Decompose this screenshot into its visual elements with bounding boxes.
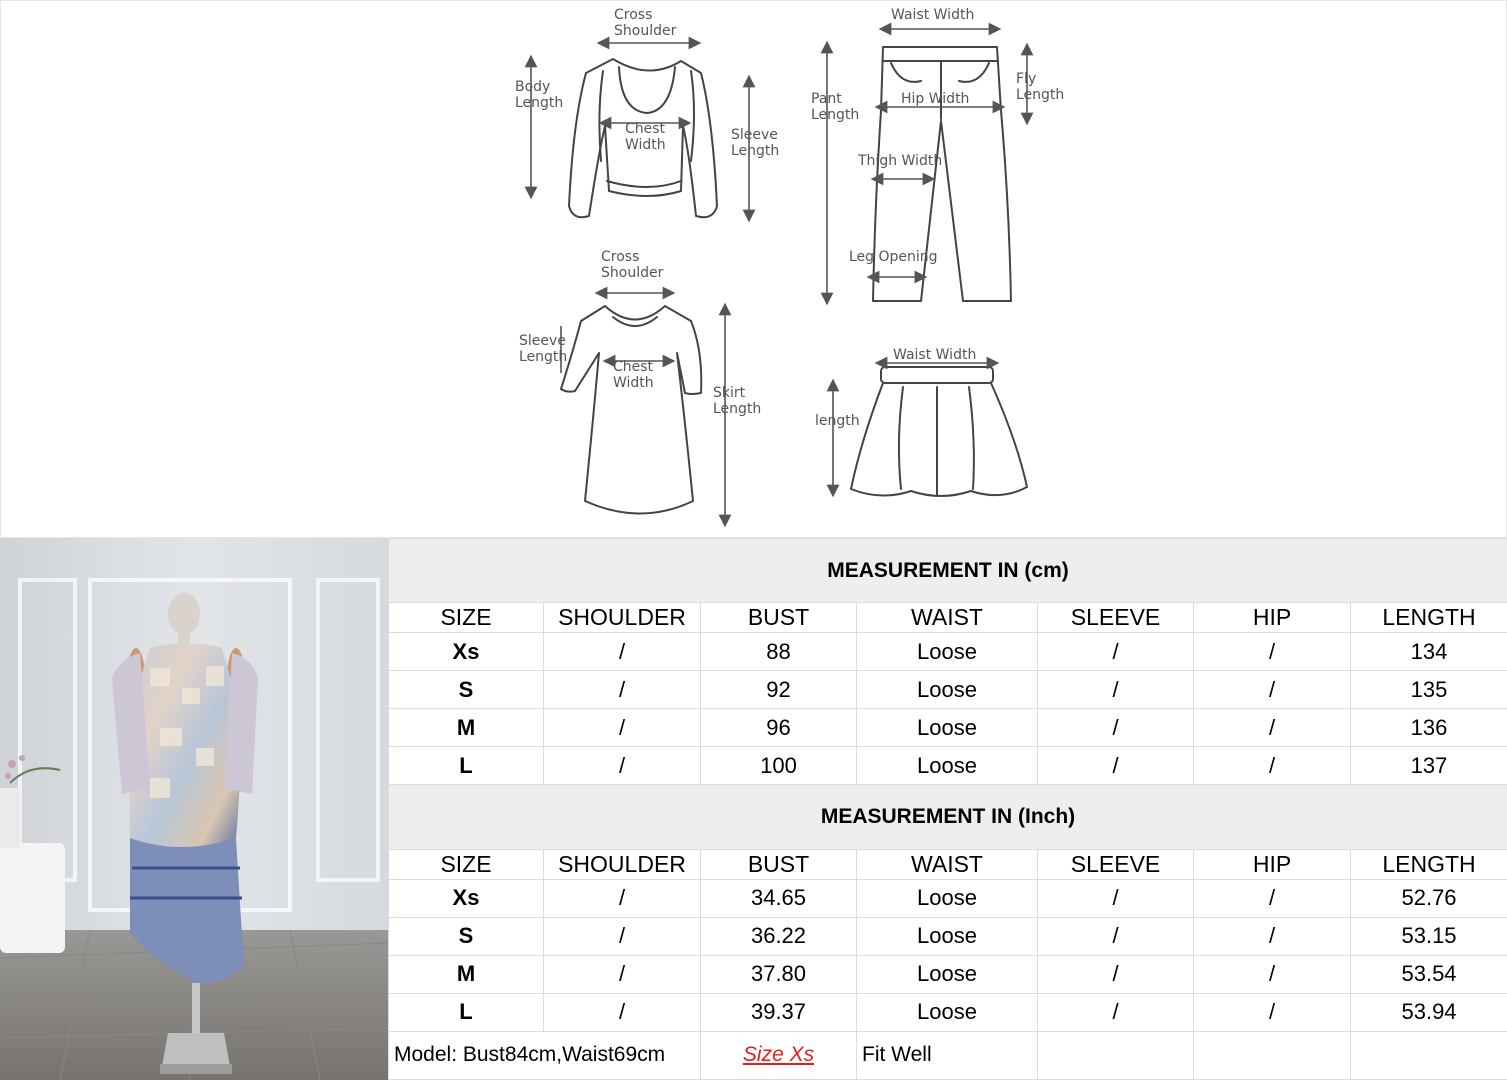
table-cell: /	[544, 879, 701, 917]
table-title-cm: MEASUREMENT IN (cm)	[389, 539, 1507, 603]
header-cell: BUST	[701, 603, 857, 633]
size-cell: S	[389, 671, 544, 709]
table-cell: 37.80	[701, 955, 857, 993]
table-cell: 53.54	[1351, 955, 1507, 993]
size-cell: L	[389, 993, 544, 1031]
skirt-length-label: length	[815, 413, 860, 429]
size-cell: L	[389, 747, 544, 785]
skirt-illustration	[833, 363, 1027, 496]
header-cell: SIZE	[389, 603, 544, 633]
table-row	[389, 917, 1507, 955]
table-cell: 39.37	[701, 993, 857, 1031]
header-cell: WAIST	[857, 849, 1038, 879]
model-measurements: Model: Bust84cm,Waist69cm	[389, 1031, 701, 1079]
table-cell: Loose	[857, 671, 1038, 709]
header-cell: SHOULDER	[544, 603, 701, 633]
table-cell: /	[1038, 879, 1194, 917]
model-info-row	[389, 1031, 1507, 1079]
header-cell: SLEEVE	[1038, 849, 1194, 879]
top-body-length-label: Body Length	[515, 79, 564, 111]
table-cell: /	[544, 633, 701, 671]
table-cell: /	[1038, 993, 1194, 1031]
size-cell: Xs	[389, 633, 544, 671]
table-cell: /	[544, 955, 701, 993]
table-cell: Loose	[857, 955, 1038, 993]
size-cell: Xs	[389, 879, 544, 917]
size-diagram	[0, 0, 1507, 538]
table-title-inch: MEASUREMENT IN (Inch)	[389, 785, 1507, 849]
table-cell: /	[1194, 879, 1351, 917]
dress-cross-shoulder-label: Cross Shoulder	[601, 249, 664, 281]
table-row	[389, 955, 1507, 993]
table-cell: 52.76	[1351, 879, 1507, 917]
table-title-row	[389, 539, 1507, 603]
table-cell: Loose	[857, 993, 1038, 1031]
table-cell: /	[1038, 747, 1194, 785]
model-size: Size Xs	[701, 1031, 857, 1079]
top-chest-width-label: Chest Width	[625, 121, 666, 153]
table-title-row	[389, 785, 1507, 849]
product-photo	[0, 538, 388, 1080]
size-cell: M	[389, 709, 544, 747]
table-cell: /	[1038, 633, 1194, 671]
empty-cell	[1351, 1031, 1507, 1079]
header-cell: LENGTH	[1351, 849, 1507, 879]
table-cell: /	[1194, 993, 1351, 1031]
header-cell: WAIST	[857, 603, 1038, 633]
table-cell: 53.15	[1351, 917, 1507, 955]
table-cell: /	[544, 747, 701, 785]
header-cell: SHOULDER	[544, 849, 701, 879]
table-cell: 96	[701, 709, 857, 747]
table-cell: /	[544, 993, 701, 1031]
table-cell: /	[544, 709, 701, 747]
table-cell: /	[1194, 747, 1351, 785]
table-header-row	[389, 849, 1507, 879]
table-cell: /	[1194, 917, 1351, 955]
pants-waist-width-label: Waist Width	[891, 7, 975, 23]
table-row	[389, 993, 1507, 1031]
table-cell: /	[544, 671, 701, 709]
header-cell: HIP	[1194, 603, 1351, 633]
table-cell: 136	[1351, 709, 1507, 747]
pants-length-label: Pant Length	[811, 91, 860, 123]
table-cell: Loose	[857, 747, 1038, 785]
table-cell: Loose	[857, 709, 1038, 747]
table-row	[389, 633, 1507, 671]
header-cell: BUST	[701, 849, 857, 879]
header-cell: SIZE	[389, 849, 544, 879]
pants-fly-length-label: Fly Length	[1016, 71, 1065, 103]
table-cell: 36.22	[701, 917, 857, 955]
dress-sleeve-length-label: Sleeve Length	[519, 333, 568, 365]
table-cell: /	[1038, 955, 1194, 993]
empty-cell	[1194, 1031, 1351, 1079]
dress-chest-width-label: Chest Width	[613, 359, 654, 391]
table-cell: /	[1038, 917, 1194, 955]
table-cell: Loose	[857, 917, 1038, 955]
fit-note: Fit Well	[857, 1031, 1038, 1079]
header-cell: LENGTH	[1351, 603, 1507, 633]
table-row	[389, 709, 1507, 747]
table-cell: 88	[701, 633, 857, 671]
table-cell: 100	[701, 747, 857, 785]
garment-diagram	[1, 1, 1507, 539]
table-cell: /	[1194, 671, 1351, 709]
skirt-waist-width-label: Waist Width	[893, 347, 977, 363]
table-cell: /	[1194, 955, 1351, 993]
size-chart-table	[388, 538, 1507, 1080]
table-cell: 135	[1351, 671, 1507, 709]
size-cell: M	[389, 955, 544, 993]
table-cell: /	[544, 917, 701, 955]
table-header-row	[389, 603, 1507, 633]
table-cell: 53.94	[1351, 993, 1507, 1031]
table-cell: Loose	[857, 633, 1038, 671]
top-sleeve-length-label: Sleeve Length	[731, 127, 780, 159]
table-cell: 92	[701, 671, 857, 709]
table-cell: /	[1194, 709, 1351, 747]
table-cell: 34.65	[701, 879, 857, 917]
table-cell: Loose	[857, 879, 1038, 917]
dress-illustration	[561, 293, 725, 521]
pants-thigh-width-label: Thigh Width	[858, 153, 943, 169]
pants-hip-width-label: Hip Width	[901, 91, 970, 107]
top-cross-shoulder-label: Cross Shoulder	[614, 7, 677, 39]
table-row	[389, 671, 1507, 709]
header-cell: HIP	[1194, 849, 1351, 879]
header-cell: SLEEVE	[1038, 603, 1194, 633]
table-cell: 134	[1351, 633, 1507, 671]
table-cell: /	[1038, 671, 1194, 709]
table-cell: /	[1194, 633, 1351, 671]
size-cell: S	[389, 917, 544, 955]
empty-cell	[1038, 1031, 1194, 1079]
table-row	[389, 747, 1507, 785]
table-cell: /	[1038, 709, 1194, 747]
table-row	[389, 879, 1507, 917]
dress-skirt-length-label: Skirt Length	[713, 385, 762, 417]
pants-leg-opening-label: Leg Opening	[849, 249, 938, 265]
table-cell: 137	[1351, 747, 1507, 785]
